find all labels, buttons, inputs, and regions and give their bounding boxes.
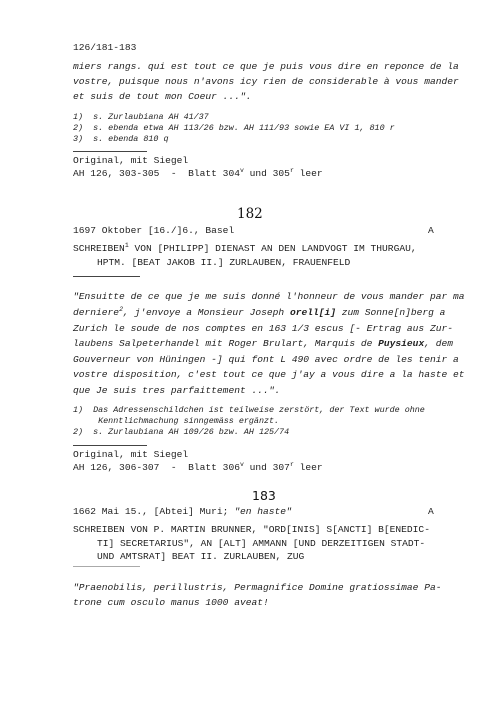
text-line: vostre disposition, c'est tout ce que j'ay a vous dire a la haste et (73, 369, 465, 380)
letter-number: 182 (237, 206, 263, 222)
source-reference: AH 126, 303-305 - Blatt 304$^v$ und 305$^r$ leer (73, 167, 323, 179)
text-line: Zurich le soude de nos comptes en 163 1/3 escus [- Ertrag aus Zur- (73, 323, 453, 334)
text-line: derniere$^2$, j'envoye a Monsieur Joseph orell[i] zum Sonne[n]berg a (73, 306, 446, 318)
letter-type-marker: A (428, 225, 434, 236)
footnote: 1) Das Adressenschildchen ist teilweise zerstört, der Text wurde ohne (73, 405, 425, 415)
letter-date-place: 1662 Mai 15., [Abtei] Muri; "en haste" (73, 506, 292, 517)
text-line: "Ensuitte de ce que je me suis donné l'honneur de vous mander par ma (73, 291, 465, 302)
source-reference: AH 126, 306-307 - Blatt 306$^v$ und 307$^r$ leer (73, 461, 323, 473)
letter-type-marker: A (428, 506, 434, 517)
text-line: laubens Salpeterhandel mit Roger Brulart, Marquis de Puysieux, dem (73, 338, 453, 349)
letter-title: SCHREIBEN VON P. MARTIN BRUNNER, "ORD[INIS] S[ANCTI] B[ENEDIC- (73, 524, 430, 535)
page-reference: 126/181-183 (73, 42, 137, 53)
text-line: miers rangs. qui est tout ce que je puis vous dire en reponce de la (73, 61, 459, 72)
source-note: Original, mit Siegel (73, 449, 189, 460)
footnote: Kenntlichmachung sinngemäss ergänzt. (73, 416, 280, 426)
section-divider (73, 445, 147, 446)
text-line: et suis de tout mon Coeur ...". (73, 91, 252, 102)
text-line: vostre, puisque nous n'avons icy rien de considerable à vous mander (73, 76, 459, 87)
text-line: "Praenobilis, perillustris, Permagnifice Domine gratiossimae Pa- (73, 582, 442, 593)
footnote: 3) s. ebenda 810 q (73, 134, 169, 144)
letter-title-continued: TI] SECRETARIUS", AN [ALT] AMMANN [UND DERZEITIGEN STADT- (97, 538, 426, 549)
footnote: 2) s. ebenda etwa AH 113/26 bzw. AH 111/93 sowie EA VI 1, 810 r (73, 123, 395, 133)
letter-number: 183 (252, 488, 276, 503)
text-line: que Je suis tres parfaittement ...". (73, 385, 281, 396)
letter-title-continued: UND AMTSRAT] BEAT II. ZURLAUBEN, ZUG (97, 551, 305, 562)
section-divider (73, 276, 140, 277)
source-note: Original, mit Siegel (73, 155, 189, 166)
letter-date-place: 1697 Oktober [16./]6., Basel (73, 225, 235, 236)
footnote: 2) s. Zurlaubiana AH 109/26 bzw. AH 125/74 (73, 427, 290, 437)
letter-title-continued: HPTM. [BEAT JAKOB II.] ZURLAUBEN, FRAUENFELD (97, 257, 351, 268)
text-line: Gouverneur von Hüningen -] qui font L 490 avec ordre de les tenir a (73, 354, 459, 365)
footnote: 1) s. Zurlaubiana AH 41/37 (73, 112, 209, 122)
letter-title: SCHREIBEN$^1$ VON [PHILIPP] DIENAST AN DEN LANDVOGT IM THURGAU, (73, 242, 417, 254)
section-divider (73, 151, 147, 152)
section-divider (73, 566, 140, 567)
text-line: trone cum osculo manus 1000 aveat! (73, 597, 269, 608)
